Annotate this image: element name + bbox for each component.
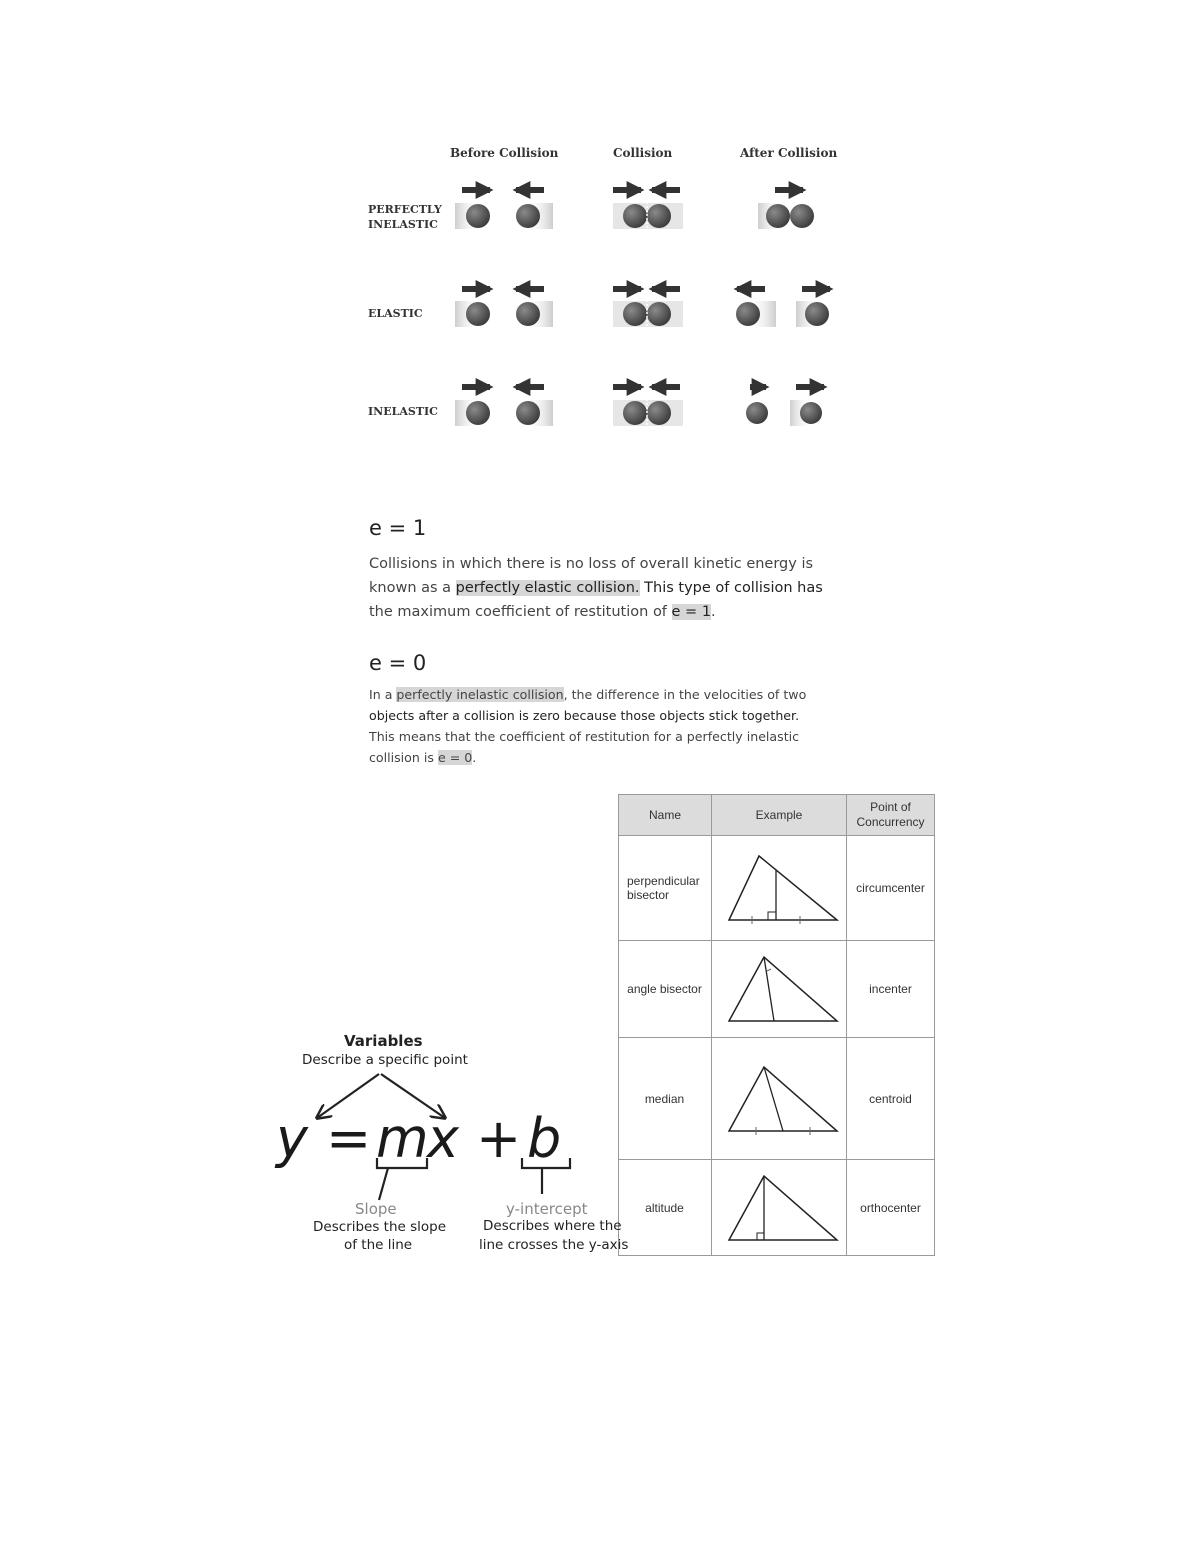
highlight-e1: e = 1 — [671, 604, 712, 620]
cell-point-incenter: incenter — [847, 941, 935, 1038]
intercept-title: y-intercept — [506, 1200, 588, 1218]
intercept-description-line2: line crosses the y-axis — [479, 1237, 629, 1253]
heading-e-equals-0: e = 0 — [369, 651, 427, 675]
variables-description: Describe a specific point — [302, 1052, 468, 1068]
header-point-of-concurrency: Point of Concurrency — [847, 795, 935, 836]
concurrency-table — [618, 794, 935, 1256]
table-row — [619, 836, 935, 941]
collision-graphics — [0, 0, 1200, 470]
intercept-description-line1: Describes where the — [483, 1218, 622, 1234]
header-example: Example — [712, 795, 847, 836]
equation-m: m — [376, 1107, 429, 1170]
cell-example — [712, 1038, 847, 1160]
row-inelastic-graphics — [455, 387, 824, 431]
cell-name-perpendicular-bisector: perpendicular bisector — [619, 836, 712, 941]
table-header-row — [619, 795, 935, 836]
cell-example — [712, 1160, 847, 1256]
column-before-collision: Before Collision — [450, 146, 559, 160]
perpendicular-bisector-triangle — [719, 848, 839, 928]
cell-point-circumcenter: circumcenter — [847, 836, 935, 941]
equation-b: b — [527, 1107, 562, 1170]
paragraph-elastic: Collisions in which there is no loss of overall kinetic energy is known as a perfectly elastic collision. This type of collision has the maximum coefficient of restitution of e = 1. — [369, 556, 823, 620]
equation-x: x — [427, 1107, 459, 1170]
column-after-collision: After Collision — [740, 146, 838, 160]
row-label-elastic: ELASTIC — [368, 307, 423, 320]
cell-name-altitude: altitude — [619, 1160, 712, 1256]
row-perfectly-inelastic-graphics — [455, 190, 814, 234]
paragraph-inelastic: In a perfectly inelastic collision, the difference in the velocities of two objects after a collision is zero because those objects stick together. This means that the coefficient of restitution for a perfectly inelastic collision is e = 0. — [369, 687, 807, 765]
heading-e-equals-1: e = 1 — [369, 516, 427, 540]
slope-description-line1: Describes the slope — [313, 1219, 447, 1235]
cell-example — [712, 836, 847, 941]
slope-description-line2: of the line — [344, 1237, 413, 1253]
row-label-perfectly-inelastic: PERFECTLY INELASTIC — [368, 203, 442, 231]
angle-bisector-triangle — [719, 949, 839, 1029]
cell-point-centroid: centroid — [847, 1038, 935, 1160]
table-row — [619, 1038, 935, 1160]
table-row — [619, 1160, 935, 1256]
table-row — [619, 941, 935, 1038]
cell-name-angle-bisector: angle bisector — [619, 941, 712, 1038]
highlight-perfectly-inelastic: perfectly inelastic collision — [396, 687, 564, 702]
header-name: Name — [619, 795, 712, 836]
equation-equals: = — [326, 1107, 372, 1170]
row-elastic-graphics — [455, 289, 830, 332]
equation-plus: + — [476, 1107, 522, 1170]
cell-point-orthocenter: orthocenter — [847, 1160, 935, 1256]
column-collision: Collision — [613, 146, 673, 160]
altitude-triangle — [719, 1168, 839, 1248]
row-label-inelastic: INELASTIC — [368, 405, 438, 418]
median-triangle — [719, 1059, 839, 1139]
cell-example — [712, 941, 847, 1038]
cell-name-median: median — [619, 1038, 712, 1160]
variables-title: Variables — [344, 1032, 423, 1050]
highlight-perfectly-elastic: perfectly elastic collision. — [455, 580, 640, 596]
slope-title: Slope — [355, 1200, 397, 1218]
equation-y: y — [276, 1107, 308, 1170]
highlight-e0: e = 0 — [437, 750, 473, 765]
